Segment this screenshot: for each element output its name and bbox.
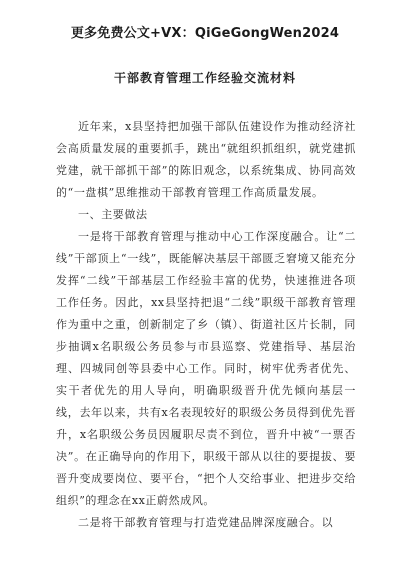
document-body (56, 116, 356, 534)
promo-header: 更多免费公文+VX：QiGeGongWen2024 (70, 26, 340, 41)
section-heading: 一、主要做法 (78, 208, 148, 221)
paragraph-1: 一是将干部教育管理与推动中心工作深度融合。让“二线”干部顶上“一线”，既能解决基层干部匮乏窘境又能充分发挥“二线”干部基层工作经验丰富的优势，快速推进各项工作任务。因此，xx县坚持把退“二线”职级干部教育管理作为重中之重，创新制定了乡（镇）、街道社区片长制，同步抽调x名职级公务员参与市县巡察、党建指导、基层治理、四城同创等县委中心工作。同时，树牢优秀者优先、实干者优先的用人导向，明确职级晋升优先倾向基层一线，去年以来，共有x名表现较好的职级公务员得到优先晋升，x名职级公务员因履职尽责不到位，晋升中被“一票否决”。在正确导向的作用下，职级干部从以往的要提拔、要晋升变成要岗位、要平台，“把个人交给事业、把进步交给组织”的理念在xx正蔚然成风。 (56, 230, 356, 507)
document-title: 干部教育管理工作经验交流材料 (113, 71, 296, 85)
intro-paragraph: 近年来，x县坚持把加强干部队伍建设作为推动经济社会高质量发展的重要抓手，跳出“就组织抓组织，就党建抓党建，就干部抓干部”的陈旧观念，以系统集成、协同高效的“一盘棋”思维推动干部教育管理工作高质量发展。 (56, 120, 356, 199)
paragraph-2: 二是将干部教育管理与打造党建品牌深度融合。以 (78, 516, 334, 529)
